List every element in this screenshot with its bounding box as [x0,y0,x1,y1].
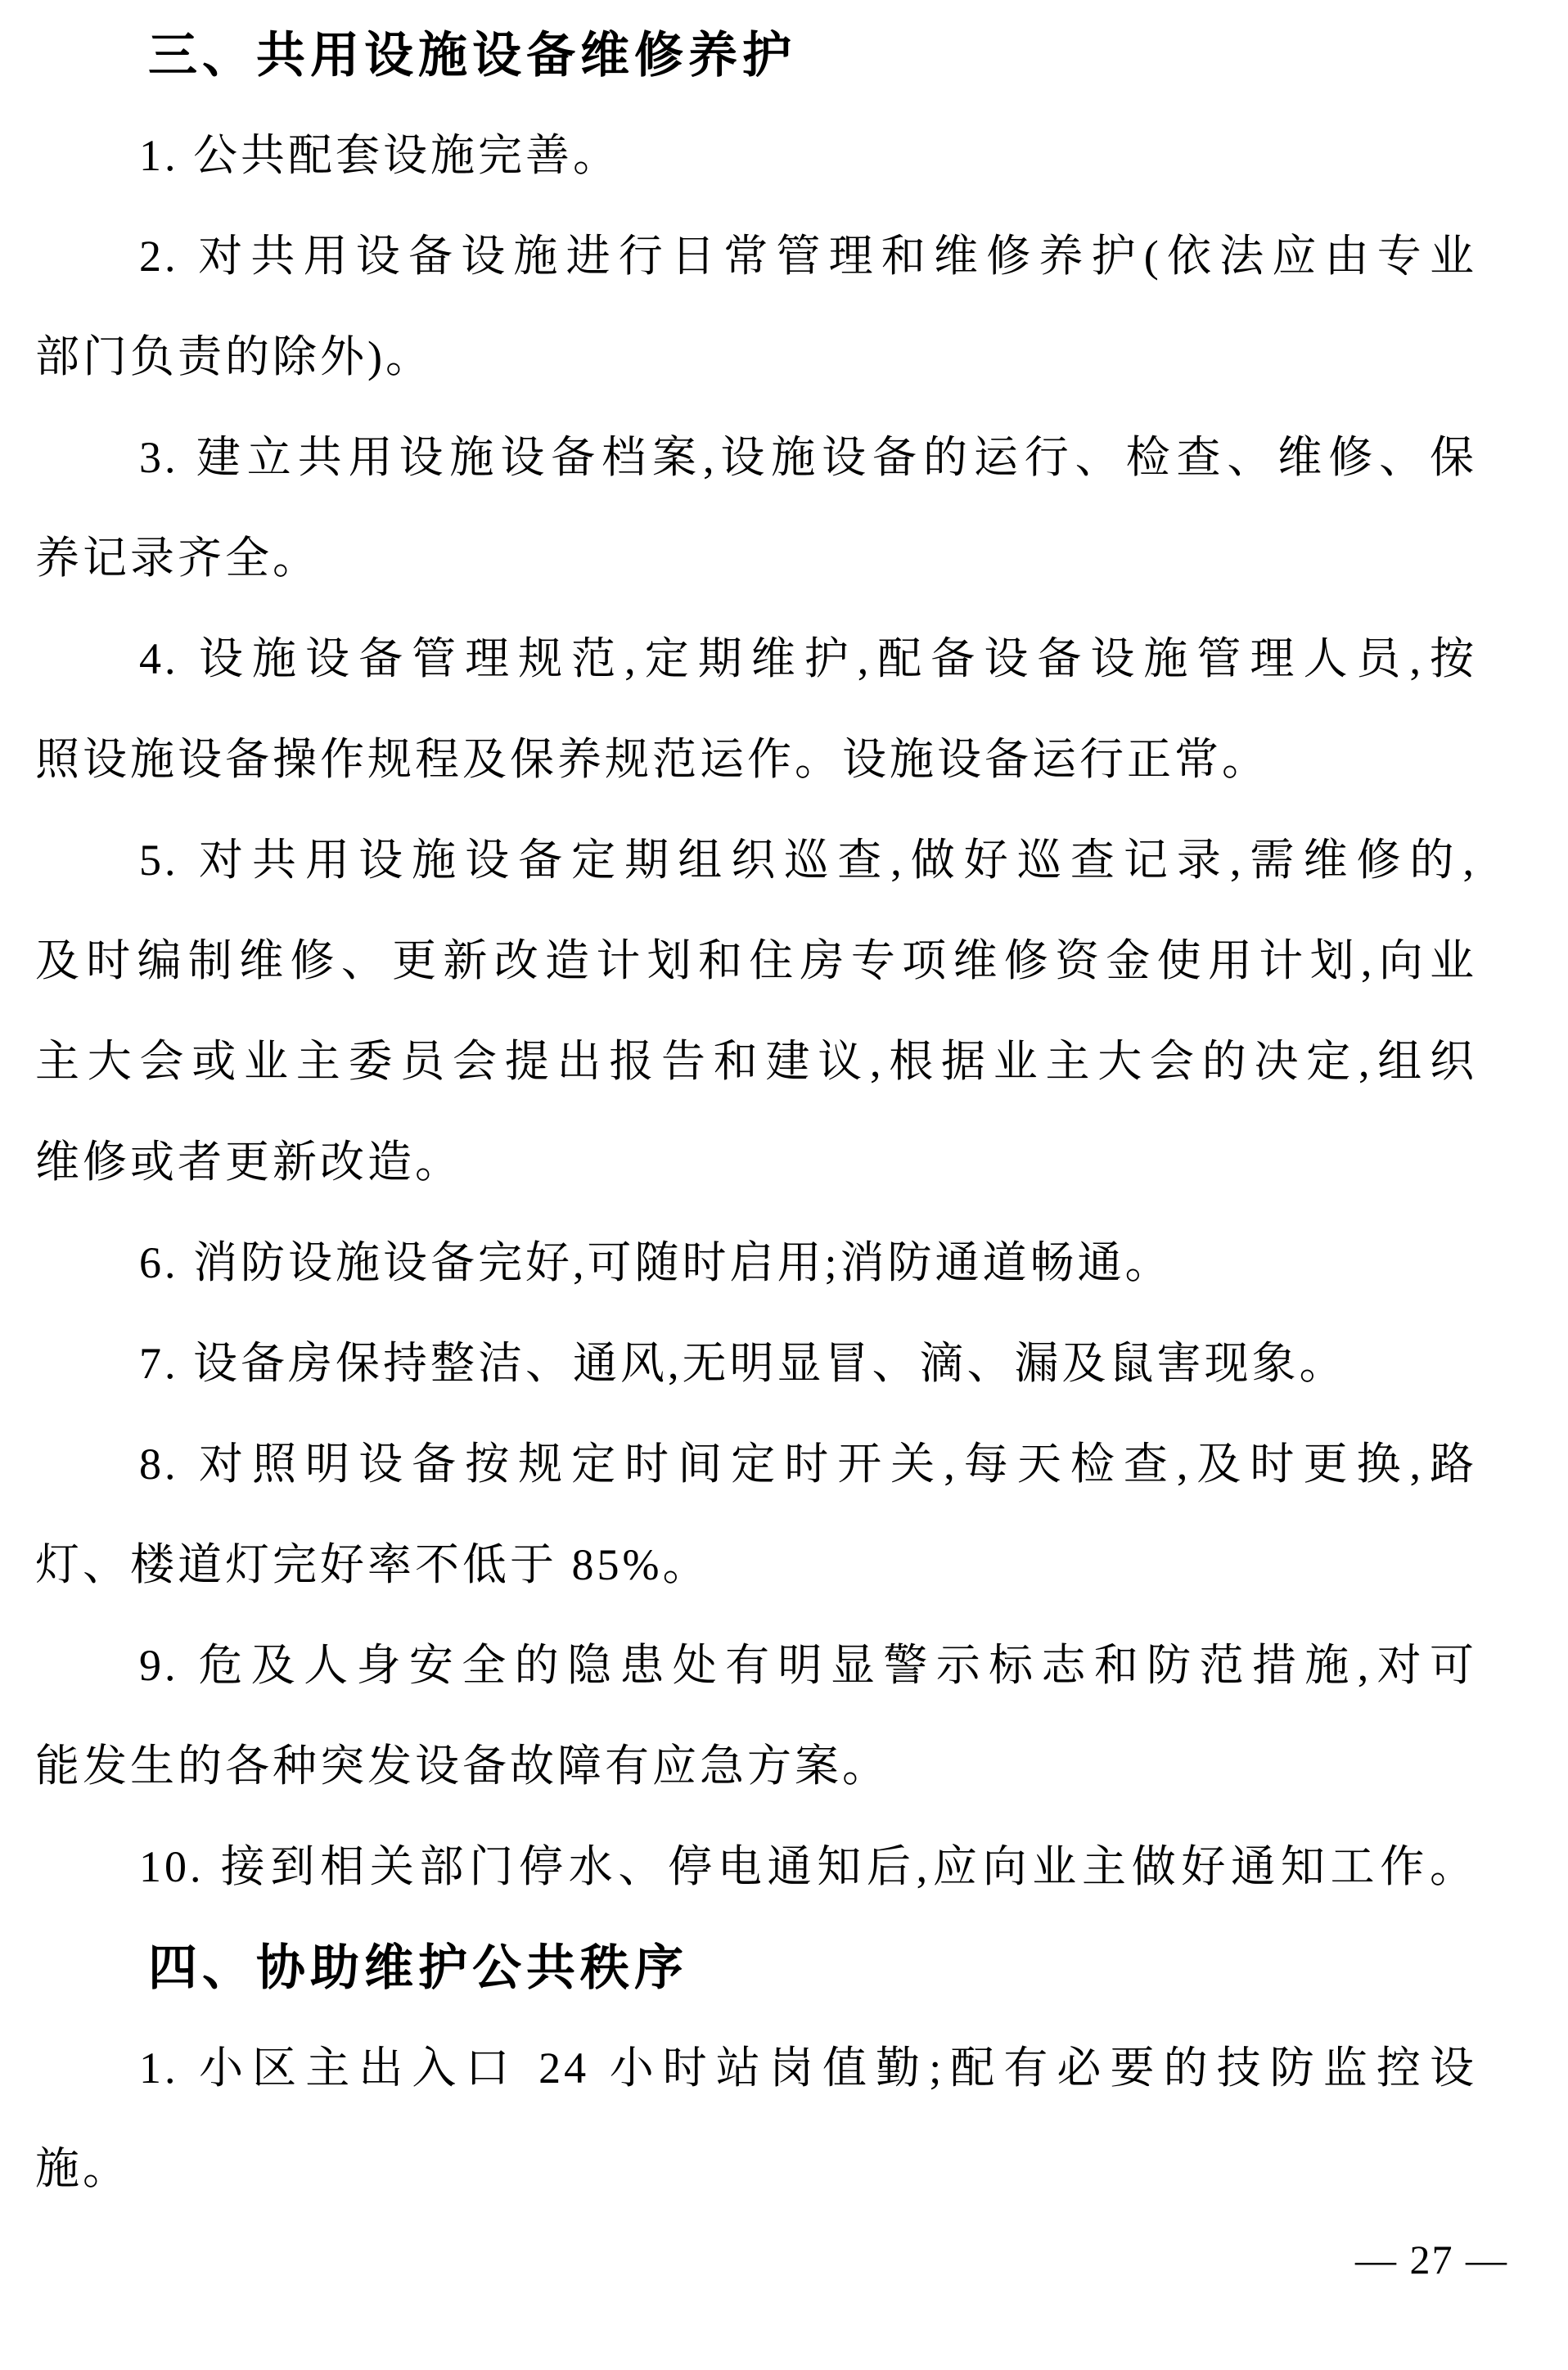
item-4-line: 4. 设施设备管理规范,定期维护,配备设备设施管理人员,按 [139,634,1477,683]
item-8-line: 灯、楼道灯完好率不低于 85%。 [35,1540,710,1589]
item-4-line: 照设施设备操作规程及保养规范运作。设施设备运行正常。 [35,735,1269,784]
item-5-line: 主大会或业主委员会提出报告和建议,根据业主大会的决定,组织 [35,1037,1477,1086]
item-10-line: 10. 接到相关部门停水、停电通知后,应向业主做好通知工作。 [139,1842,1477,1891]
item-2-line: 部门负责的除外)。 [35,332,433,381]
section-heading-4: 四、协助维护公共秩序 [148,1940,688,1995]
item-3-line: 3. 建立共用设施设备档案,设施设备的运行、检查、维修、保 [139,433,1477,482]
item-9-line: 能发生的各种突发设备故障有应急方案。 [35,1741,890,1791]
item-1-line: 1. 公共配套设施完善。 [139,131,620,180]
item-5-line: 及时编制维修、更新改造计划和住房专项维修资金使用计划,向业 [35,936,1477,985]
item-2-line: 2. 对共用设备设施进行日常管理和维修养护(依法应由专业 [139,232,1477,281]
item-8-line: 8. 对照明设备按规定时间定时开关,每天检查,及时更换,路 [139,1440,1477,1489]
document-body [35,5,1477,2219]
item-5-line: 维修或者更新改造。 [35,1138,462,1187]
item-7-line: 7. 设备房保持整洁、通风,无明显冒、滴、漏及鼠害现象。 [139,1339,1347,1388]
item-1-line: 1. 小区主出入口 24 小时站岗值勤;配有必要的技防监控设 [139,2043,1477,2093]
item-5-line: 5. 对共用设施设备定期组织巡查,做好巡查记录,需维修的, [139,836,1477,885]
item-3-line: 养记录齐全。 [35,534,320,583]
section-heading-3: 三、共用设施设备维修养护 [148,28,796,83]
item-9-line: 9. 危及人身安全的隐患处有明显警示标志和防范措施,对可 [139,1641,1477,1690]
item-1-line: 施。 [35,2144,130,2193]
item-6-line: 6. 消防设施设备完好,可随时启用;消防通道畅通。 [139,1238,1173,1287]
page-number: — 27 — [1355,2237,1508,2282]
